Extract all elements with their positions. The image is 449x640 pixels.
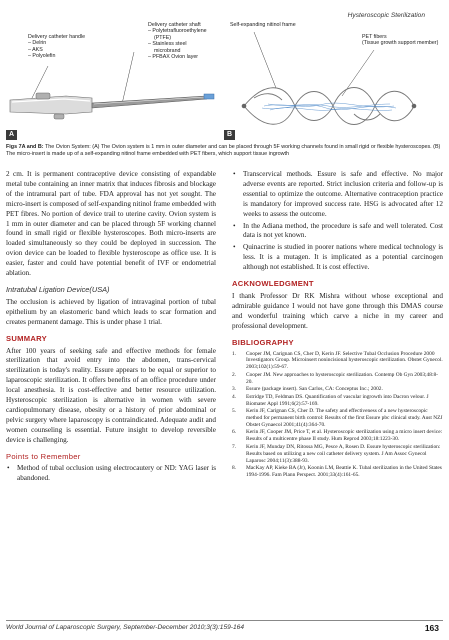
running-head: Hysteroscopic Sterilization bbox=[347, 12, 425, 19]
handle-label-line: – Polyolefin bbox=[28, 53, 56, 60]
pet-fibers-label-line: (Tissue growth support member) bbox=[362, 40, 439, 47]
point-item: • Method of tubal occlusion using electrocautery or ND: YAG laser is abandoned. bbox=[6, 464, 216, 484]
shaft-label-line: microbrand bbox=[154, 47, 181, 54]
handle-label-line: – Delrin bbox=[28, 40, 47, 47]
acknowledgment-paragraph: I thank Professor Dr RK Mishra without whose exceptional and admirable guidance I would not have gone through this DMAS course and wonderful training which carve a niche in my career and professional development. bbox=[232, 291, 443, 330]
caption-lead: Figs 7A and B: bbox=[6, 144, 44, 150]
reference-number: 6. bbox=[232, 429, 237, 436]
reference-text: MacKay AP, Kieke BA (Jr), Koonin LM, Beattie K. Tubal sterilization in the United States 1994-1996. Fam Plann Perspect. 2001;33(4):161-65. bbox=[246, 465, 442, 479]
handle-label bbox=[28, 34, 85, 60]
points-list-right bbox=[232, 170, 443, 273]
point-item: • In the Adiana method, the procedure is safe and well tolerated. Cost data is not yet known. bbox=[232, 222, 443, 242]
reference-number: 4. bbox=[232, 393, 237, 400]
point-item: • Transcervical methods. Essure is safe and effective. No major adverse events are reported. Strict inclusion criteria and follow-up is essential to optimize the outcome. Alternative contraception practice is mandatory for improved success rate. HSG is advocated after 12 weeks to assess the outcome. bbox=[232, 170, 443, 220]
intratubal-heading: Intratubal Ligation Device(USA) bbox=[6, 284, 110, 294]
points-list-left bbox=[6, 464, 216, 484]
journal-citation: World Journal of Laparoscopic Surgery, September-December 2010;3(3):159-164 bbox=[6, 624, 244, 631]
reference-number: 1. bbox=[232, 350, 237, 357]
reference-text: Essure (package insert). San Carlos, CA: Conceptus Inc.; 2002. bbox=[246, 386, 383, 393]
reference-item bbox=[232, 386, 443, 393]
figure-caption bbox=[6, 144, 443, 158]
reference-text: Cooper JM. New approaches to hysteroscopic sterilization. Contemp Ob Gyn 2003;48:8-20. bbox=[246, 371, 438, 385]
panel-letter-a: A bbox=[6, 130, 17, 140]
summary-heading: SUMMARY bbox=[6, 333, 48, 343]
reference-list bbox=[232, 351, 443, 479]
handle-label-line: – AKS bbox=[28, 46, 43, 53]
point-item: • Quinacrine is studied in poorer nations where medical technology is less. It is a mutagen. It is implicated as a potential carcinogen although not established. It is cost effective. bbox=[232, 243, 443, 273]
summary-paragraph: After 100 years of seeking safe and effective methods for female sterilization that avoid entry into the abdomen, trans-cervical sterilization is today's reality. Essure appears to be equal or superior to laparoscopic sterilization. It offers benefits of an office procedure under local anesthesia. It is cost-effective and better resource utilization. Hysteroscopic sterilization is alternative in women with severe cardiopulmonary disease, obesity or a history of prior abdominal or pelvic surgery where laparoscopy is contraindicated. Adequate audit and women counseling is essential. Future insight to develop reversible device is challenging. bbox=[6, 346, 216, 444]
reference-item bbox=[232, 408, 443, 429]
page-footer bbox=[6, 620, 443, 631]
pet-fibers-label bbox=[362, 34, 438, 47]
reference-item bbox=[232, 351, 443, 372]
page-number: 163 bbox=[424, 623, 439, 633]
pet-fibers-label-line: PET fibers bbox=[362, 34, 387, 40]
reference-number: 3. bbox=[232, 386, 237, 393]
right-column bbox=[232, 170, 443, 480]
shaft-label-line: – PFBAX Ovion layer bbox=[148, 54, 199, 61]
figure-panel-b bbox=[224, 22, 443, 140]
reference-number: 5. bbox=[232, 408, 237, 415]
reference-item bbox=[232, 394, 443, 408]
reference-text: Kerin JF, Munday DN, Ritossa MG, Pesce A, Rosen D. Essure hysteroscopic sterilization: Results based on utilizing a new coil catheter delivery system. J Am Assoc Gynecol Laparosc 2004;11(3):388-93. bbox=[246, 443, 441, 464]
shaft-label bbox=[148, 22, 207, 60]
handle-label-line: Delivery catheter handle bbox=[28, 34, 86, 40]
reference-item bbox=[232, 444, 443, 465]
acknowledgment-heading: ACKNOWLEDGMENT bbox=[232, 279, 314, 289]
figure-panel-a bbox=[6, 22, 221, 140]
reference-item bbox=[232, 429, 443, 443]
reference-text: Kerin JF, Carignan CS, Cher D. The safety and effectiveness of a new hysteroscopic method for permanent birth control: Results of the first Essure pbc clinical study. Aust NZJ Obstet Gynaecol 2001;41(4):364-70. bbox=[246, 408, 443, 428]
bibliography-heading: BIBLIOGRAPHY bbox=[232, 337, 294, 347]
reference-text: Cooper JM, Carignan CS, Cher D, Kerin JF. Selective Tubal Occlusion Procedure 2000 Investigators Group. Microinsert nonincisional hysteroscopic sterilization. Obstet Gynecol. 2003;102(1):59-67. bbox=[246, 350, 443, 371]
reference-number: 7. bbox=[232, 443, 237, 450]
shaft-label-line: – Polytetrafluoroethylene bbox=[148, 28, 207, 35]
panel-letter-b: B bbox=[224, 130, 235, 140]
nitinol-frame-label: Self-expanding nitinol frame bbox=[230, 22, 296, 28]
intratubal-paragraph: The occlusion is achieved by ligation of intravaginal portion of tubal epithelium by an elastomeric band which leads to scar formation and creates permanent damage. This is under phase 1 trial. bbox=[6, 297, 216, 326]
reference-number: 8. bbox=[232, 465, 237, 472]
shaft-label-line: Delivery catheter shaft bbox=[148, 22, 201, 28]
points-heading: Points to Remember bbox=[6, 451, 81, 461]
shaft-label-line: – Stainless steel bbox=[148, 41, 187, 48]
left-column bbox=[6, 170, 216, 486]
shaft-label-line: (PTFE) bbox=[154, 34, 172, 41]
figure-ovion-system bbox=[6, 22, 443, 140]
reference-item bbox=[232, 465, 443, 479]
caption-text: The Ovion System: (A) The Ovion system is 1 mm in outer diameter and can be placed through 5F working channels found in small rigid or flexible hysteroscopes. (B) The micro-insert is made up of a self-expanding nitinol frame embedded with PET fibers, which support tissue ingrowth bbox=[6, 144, 441, 158]
reference-number: 2. bbox=[232, 371, 237, 378]
reference-text: Kerin JF, Cooper JM, Price T, et al. Hysteroscopic sterilization using a micro insert device: Results of a multicentre phase II study. Hum Reprod 2003;18:1223-30. bbox=[246, 429, 443, 443]
reference-item bbox=[232, 372, 443, 386]
reference-text: Estridge TD, Feldman DS. Quantification of vascular ingrowth into Dacron velour. J Biomater Appl 1991;6(2):57-169. bbox=[246, 393, 429, 407]
intro-paragraph: 2 cm. It is permanent contraceptive device consisting of expandable metal tube containing an inner matrix that induces fibrosis and blockage of the intramural part of tube. FDA approval has not yet sought. The micro-insert is composed of self-expanding nitinol frame embedded with PET fibres. No portion of device trail to uterine cavity. Ovion system is 1 mm in outer diameter and can be placed through 5F working channel found in small rigid or flexible hysteroscopes. Both micro-inserts are loaded simultaneously so they could be deployed in succession. The ovion device can be loaded to flexible hysteroscope as office use. It is easier, faster and could have potential benefit of IVF or endometrial ablation. bbox=[6, 170, 216, 278]
